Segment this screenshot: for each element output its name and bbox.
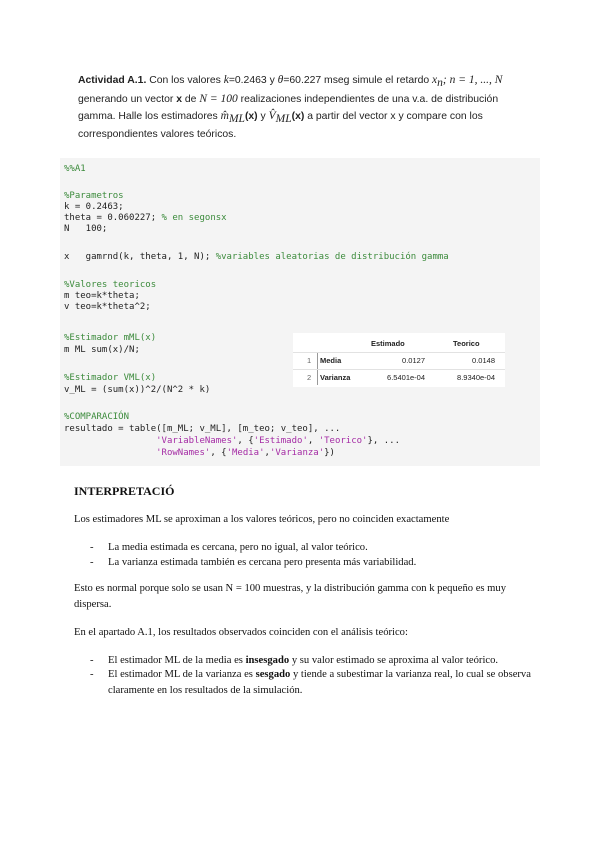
code-line: [64, 252, 449, 263]
code-line: N 100;: [64, 224, 108, 234]
table-divider: [293, 369, 505, 370]
code-line: %%A1: [64, 164, 86, 174]
activity-text: a partir del vector x y compare con los: [304, 111, 483, 123]
code-string: 'Teorico': [318, 436, 368, 446]
section-heading: INTERPRETACIÓ: [74, 484, 175, 498]
xn-symbol: x: [432, 74, 438, 86]
index-range: ; n = 1, ..., N: [442, 74, 503, 86]
bullet-text: La media estimada es cercana, pero no igual, al valor teórico.: [108, 542, 368, 553]
x-argument: (x): [291, 111, 305, 123]
activity-line-2: [78, 91, 526, 108]
activity-statement: [78, 72, 526, 143]
bullet-text: El estimador ML de la varianza es sesgado y tiende a subestimar la varianza real, lo cual se observa claramente en los resultados de la simulación.: [108, 669, 531, 696]
bullet-text: La varianza estimada también es cercana pero presenta más variabilidad.: [108, 557, 417, 568]
code-line: %Valores teoricos: [64, 280, 157, 290]
code-string: 'Estimado': [253, 436, 308, 446]
bullet-dash: -: [90, 655, 94, 666]
code-line: [64, 213, 227, 224]
code-text: theta = 0.060227;: [64, 213, 162, 223]
activity-line-4: correspondientes valores teóricos.: [78, 129, 237, 141]
activity-text: =60.227 mseg simule el retardo: [283, 75, 433, 86]
row-number: 2: [307, 373, 312, 382]
activity-text: de: [182, 94, 200, 106]
ml-subscript: ML: [228, 113, 245, 126]
m-ml-symbol: m̂: [220, 110, 229, 123]
cell-media-teorico: 0.0148: [472, 356, 495, 365]
code-line: k = 0.2463;: [64, 202, 124, 212]
paragraph: Los estimadores ML se aproximan a los valores teóricos, pero no coinciden exactamente: [74, 514, 450, 525]
code-comment: % en segonsx: [161, 213, 227, 223]
cell-varianza-estimado: 6.5401e-04: [387, 373, 425, 382]
activity-text: y: [257, 111, 269, 123]
code-line: %COMPARACIÓN: [64, 412, 130, 422]
code-line: %Estimador VML(x): [64, 373, 157, 383]
row-name-media: Media: [320, 356, 342, 365]
x-argument: (x): [244, 111, 258, 123]
table-divider: [293, 352, 505, 353]
code-line: resultado = table([m_ML; v_ML], [m_teo; v_teo], ...: [64, 424, 341, 434]
activity-text: generando un vector: [78, 94, 177, 106]
column-header-teorico: Teorico: [453, 339, 480, 348]
theta-symbol: θ: [277, 74, 284, 86]
result-table: [293, 333, 505, 387]
code-line: m teo=k*theta;: [64, 291, 140, 301]
bullet-dash: -: [90, 669, 94, 680]
activity-text: realizaciones independientes de una v.a. de distribución: [237, 94, 499, 106]
bullet-text: El estimador ML de la media es insesgado y su valor estimado se aproxima al valor teórico.: [108, 655, 499, 666]
cell-media-estimado: 0.0127: [402, 356, 425, 365]
n-equation: N = 100: [199, 93, 238, 106]
bullet-dash: -: [90, 557, 94, 568]
row-number: 1: [307, 356, 312, 365]
bullet-dash: -: [90, 542, 94, 553]
activity-text: =0.2463 y: [228, 75, 278, 86]
vector-x: x: [176, 94, 182, 106]
xn-subscript: n: [437, 77, 443, 90]
v-ml-symbol: V̂: [268, 110, 276, 123]
code-line: %Parametros: [64, 191, 124, 201]
code-comment: %variables aleatorias de distribución gamma: [215, 252, 449, 262]
emphasis-insesgado: insesgado: [245, 655, 290, 666]
code-line: m ML sum(x)/N;: [64, 345, 140, 355]
code-string: 'VariableNames': [156, 436, 238, 446]
code-string: 'Media': [226, 448, 265, 458]
code-line: %Estimador mML(x): [64, 333, 157, 343]
cell-varianza-teorico: 8.9340e-04: [457, 373, 495, 382]
activity-line-3: [78, 108, 526, 127]
code-line: v teo=k*theta^2;: [64, 302, 151, 312]
code-string: 'RowNames': [156, 448, 211, 458]
code-block: [60, 158, 540, 466]
paragraph: Esto es normal porque solo se usan N = 100 muestras, y la distribución gamma con k pequeño es muy dispersa.: [74, 583, 507, 610]
activity-label: Actividad A.1.: [78, 75, 147, 86]
code-string: 'Varianza': [269, 448, 325, 458]
code-line: v_ML = (sum(x))^2/(N^2 * k): [64, 385, 211, 395]
code-line: 'VariableNames', {'Estimado', 'Teorico'}, ...: [156, 436, 400, 446]
paragraph: En el apartado A.1, los resultados observados coinciden con el análisis teórico:: [74, 627, 408, 638]
emphasis-sesgado: sesgado: [255, 669, 291, 680]
activity-text: gamma. Halle los estimadores: [78, 111, 221, 123]
k-symbol: k: [223, 74, 229, 86]
row-name-varianza: Varianza: [320, 373, 351, 382]
code-text: x gamrnd(k, theta, 1, N);: [64, 252, 216, 262]
activity-text: Con los valores: [146, 75, 224, 86]
column-header-estimado: Estimado: [371, 339, 405, 348]
ml-subscript: ML: [275, 113, 292, 126]
activity-line-1: [78, 72, 526, 91]
code-line: 'RowNames', {'Media','Varianza'}): [156, 448, 335, 458]
